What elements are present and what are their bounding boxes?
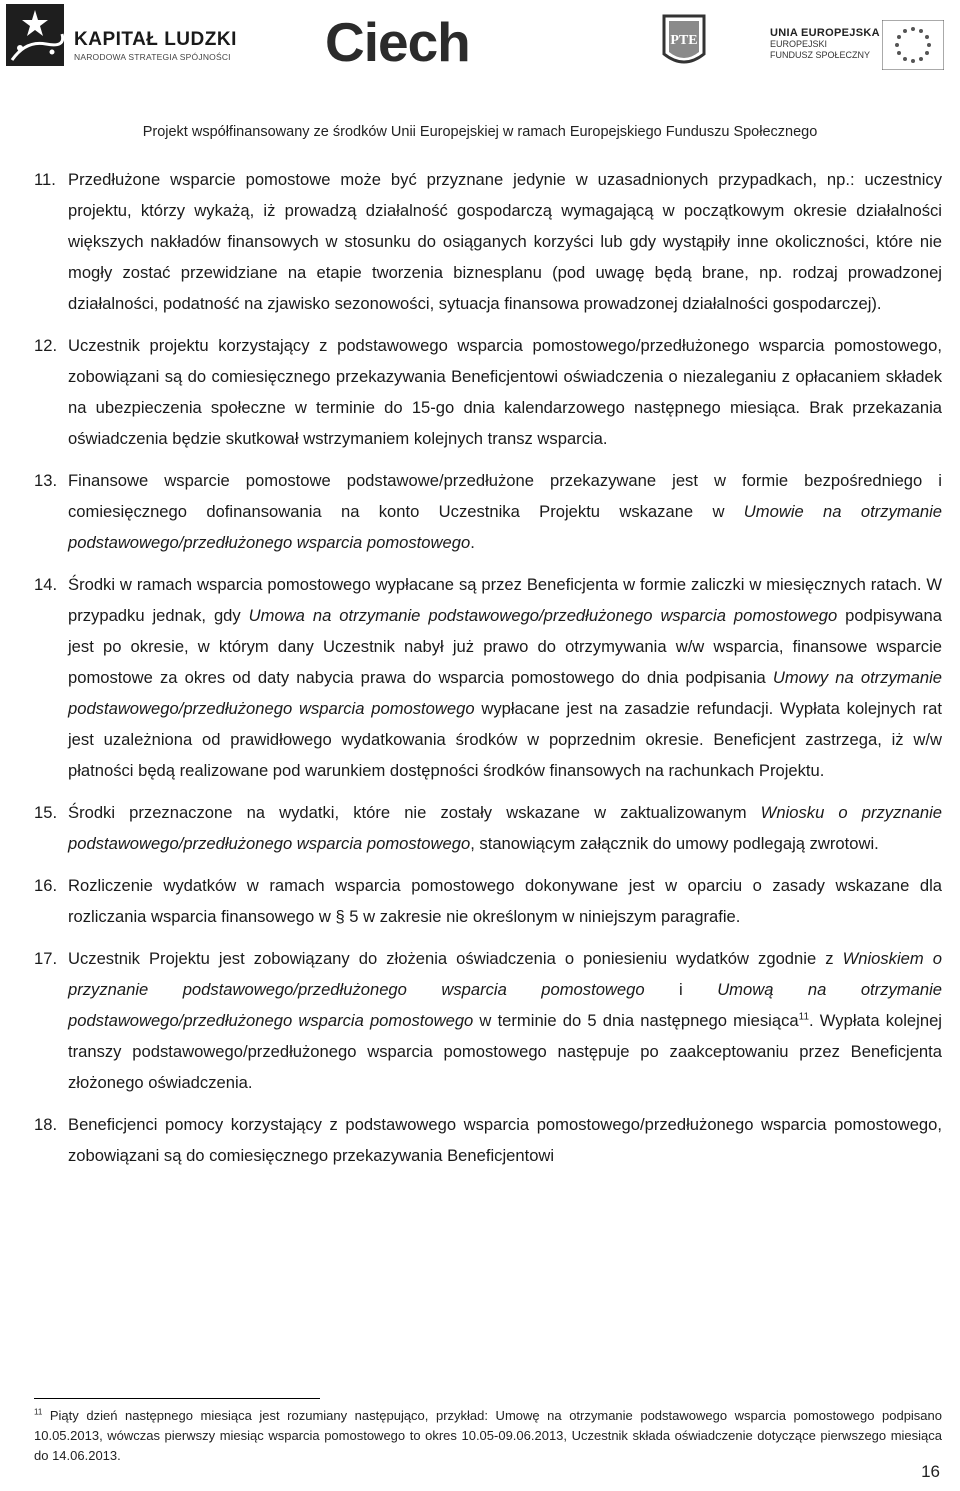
item-text: Środki w ramach wsparcia pomostowego wypłacane są przez Beneficjenta w formie zaliczki w miesięcznych ratach. W przypadku jednak, gdy (68, 575, 942, 625)
list-item (34, 870, 942, 932)
item-italic-text: Umowie na otrzymanie podstawowego/przedłużonego wsparcia pomostowego (68, 502, 942, 552)
item-text: . (470, 533, 475, 552)
footnote-reference[interactable]: 11 (798, 1011, 810, 1023)
item-text: Finansowe wsparcie pomostowe podstawowe/przedłużone przekazywane jest w formie bezpośredniego i comiesięcznego dofinansowania na konto Uczestnika Projektu wskazane w (68, 471, 942, 521)
ue-title: UNIA EUROPEJSKA (770, 27, 880, 39)
ue-line-2: EUROPEJSKI (770, 39, 828, 49)
item-text: Uczestnik projektu korzystający z podstawowego wsparcia pomostowego/przedłużonego wsparcia pomostowego, zobowiązani są do comiesięcznego przekazywania Beneficjentowi oświadczenia o niezaleganiu z opłacaniem składek na ubezpieczenia społeczne w terminie do 15-go dnia kalendarzowego następnego miesiąca. Brak przekazania oświadczenia będzie skutkował wstrzymaniem kolejnych transz wsparcia. (68, 336, 942, 448)
document-body (34, 164, 942, 1182)
eu-flag-icon (882, 20, 944, 70)
item-number: 13. (34, 471, 58, 490)
item-number: 17. (34, 949, 58, 968)
list-item (34, 569, 942, 786)
ue-line-3: FUNDUSZ SPOŁECZNY (770, 50, 871, 60)
item-text: Środki przeznaczone na wydatki, które nie zostały wskazane w zaktualizowanym (68, 803, 761, 822)
list-item (34, 1109, 942, 1171)
item-number: 11. (34, 170, 56, 189)
item-text: i (644, 980, 718, 999)
kapital-ludzki-logo-icon (6, 4, 64, 66)
list-item (34, 330, 942, 454)
kapital-ludzki-text (74, 30, 237, 62)
item-text: , stanowiącym załącznik do umowy podlegają zwrotowi. (470, 834, 879, 853)
pte-logo-icon (660, 14, 708, 70)
item-text: wypłacane jest na zasadzie refundacji. Wypłata kolejnych rat jest uzależniona od prawidłowego wydatkowania środków w poprzednim okresie. Beneficjent zastrzega, iż w/w płatności będą realizowane pod warunkiem dostępności środków finansowych na rachunkach Projektu. (68, 699, 942, 780)
footnote-text: Piąty dzień następnego miesiąca jest rozumiany następująco, przykład: Umowę na otrzymanie podstawowego wsparcia pomostowego podpisano 10.05.2013, wówczas pierwszy miesiąc wsparcia pomostowego to okres 10.05-09.06.2013, Uczestnik składa oświadczenie dotyczące pierwszego miesiąca do 14.06.2013. (34, 1408, 942, 1463)
item-text: w terminie do 5 dnia następnego miesiąca (473, 1011, 799, 1030)
ciech-logo: Ciech (325, 11, 470, 73)
item-number: 12. (34, 336, 58, 355)
page-number: 16 (921, 1462, 940, 1481)
item-text: Uczestnik Projektu jest zobowiązany do złożenia oświadczenia o poniesieniu wydatków zgodnie z (68, 949, 843, 968)
footnote-number: 11 (34, 1407, 43, 1417)
cofinancing-note: Projekt współfinansowany ze środków Unii Europejskiej w ramach Europejskiego Funduszu Społecznego (142, 124, 818, 140)
item-italic-text: Wniosku o przyznanie podstawowego/przedłużonego wsparcia pomostowego (68, 803, 942, 853)
item-number: 18. (34, 1115, 58, 1134)
item-number: 16. (34, 876, 58, 895)
list-item (34, 164, 942, 319)
item-italic-text: Umowy na otrzymanie podstawowego/przedłużonego wsparcia pomostowego (68, 668, 942, 718)
kapital-ludzki-subtitle: NARODOWA STRATEGIA SPÓJNOŚCI (74, 52, 231, 62)
footnote (34, 1406, 942, 1466)
item-italic-text: Umowa na otrzymanie podstawowego/przedłużonego wsparcia pomostowego (248, 606, 838, 625)
ue-logo-text (770, 27, 880, 61)
item-text: Przedłużone wsparcie pomostowe może być przyznane jedynie w uzasadnionych przypadkach, np.: uczestnicy projektu, którzy wykażą, iż prowadzą działalność gospodarczą wymagającą w początkowym okresie działalności większych nakładów finansowych w stosunku do osiąganych korzyści lub gdy wystąpiły inne okoliczności, które nie mogły zostać przewidziane na etapie tworzenia biznesplanu (pod uwagę będą brane, np. rodzaj prowadzonej działalności, podatność na zjawisko sezonowości, sytuacja finansowa prowadzonej działalności gospodarczej). (68, 170, 942, 313)
item-text: Beneficjenci pomocy korzystający z podstawowego wsparcia pomostowego/przedłużonego wsparcia pomostowego, zobowiązani są do comiesięcznego przekazywania Beneficjentowi (68, 1115, 942, 1165)
item-number: 15. (34, 803, 58, 822)
item-italic-text: Wnioskiem o przyznanie podstawowego/przedłużonego wsparcia pomostowego (68, 949, 942, 999)
item-number: 14. (34, 575, 58, 594)
item-italic-text: Umową na otrzymanie podstawowego/przedłużonego wsparcia pomostowego (68, 980, 942, 1030)
item-text: Rozliczenie wydatków w ramach wsparcia pomostowego dokonywane jest w oparciu o zasady wskazane dla rozliczania wsparcia finansowego w § 5 w zakresie nie określonym w niniejszym paragrafie. (68, 876, 942, 926)
svg-text:PTE: PTE (670, 33, 698, 48)
list-item (34, 943, 942, 1098)
kapital-ludzki-title: KAPITAŁ LUDZKI (74, 29, 237, 50)
list-item (34, 797, 942, 859)
item-text: . Wypłata kolejnej transzy podstawowego/przedłużonego wsparcia pomostowego następuje po zaakceptowaniu przez Beneficjenta złożonego oświadczenia. (68, 1011, 942, 1092)
footnote-divider (34, 1398, 320, 1399)
header-logos (0, 0, 960, 80)
list-item (34, 465, 942, 558)
item-text: podpisywana jest po okresie, w którym dany Uczestnik nabył już prawo do otrzymywania w/w wsparcia, finansowe wsparcie pomostowe za okres od daty nabycia prawa do wsparcia pomostowego do dnia podpisania (68, 606, 942, 687)
